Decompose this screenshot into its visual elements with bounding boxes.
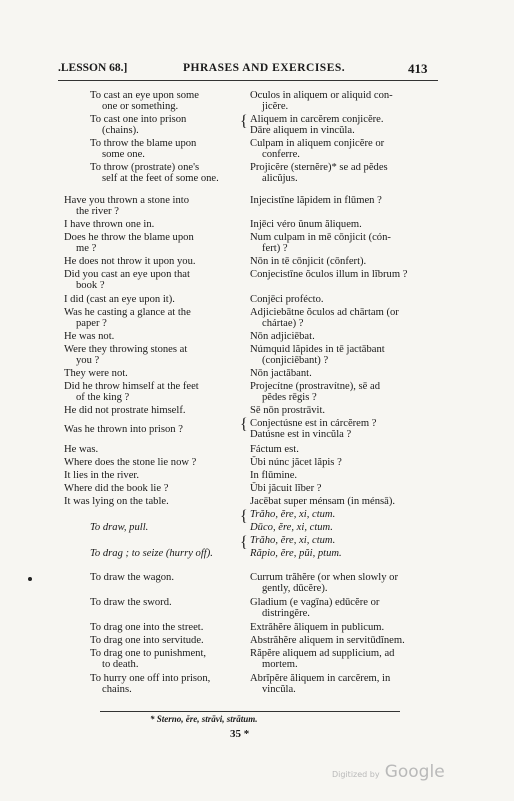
watermark — [332, 762, 445, 782]
latin-translation: fert) ? — [262, 243, 288, 254]
english-phrase: some one. — [102, 149, 145, 160]
latin-translation: jicĕre. — [262, 101, 289, 112]
english-phrase: He was not. — [64, 331, 115, 342]
english-phrase: Did he throw himself at the feet — [64, 381, 199, 392]
footnote: * Sterno, ĕre, strāvi, strātum. — [150, 714, 258, 724]
latin-translation: Conjectúsne est in cárcĕrem ? — [250, 418, 377, 429]
latin-translation: Projicĕre (sternĕre)* se ad pĕdes — [250, 162, 388, 173]
latin-translation: Currum trăhĕre (or when slowly or — [250, 572, 398, 583]
english-phrase: chains. — [102, 684, 132, 695]
margin-mark — [28, 577, 32, 581]
latin-translation: Dūco, ĕre, xi, ctum. — [250, 522, 333, 533]
english-phrase: Where does the stone lie now ? — [64, 457, 197, 468]
english-phrase: Were they throwing stones at — [64, 344, 188, 355]
english-phrase: Did you cast an eye upon that — [64, 269, 190, 280]
latin-translation: Injecistīne lăpidem in flūmen ? — [250, 195, 382, 206]
english-phrase: He was. — [64, 444, 99, 455]
english-phrase: To throw the blame upon — [90, 138, 197, 149]
english-phrase: me ? — [76, 243, 97, 254]
latin-translation: pĕdes rēgis ? — [262, 392, 317, 403]
latin-translation: Datúsne est in vincŭla ? — [250, 429, 352, 440]
english-phrase: of the king ? — [76, 392, 130, 403]
latin-translation: Adjiciebātne ŏculos ad chārtam (or — [250, 307, 399, 318]
latin-translation: Injēci véro ŭnum ăliquem. — [250, 219, 362, 230]
english-phrase: the river ? — [76, 206, 119, 217]
latin-translation: vincŭla. — [262, 684, 296, 695]
latin-translation: Oculos in aliquem or aliquid con- — [250, 90, 393, 101]
english-phrase: Where did the book lie ? — [64, 483, 169, 494]
brace-glyph: { — [240, 416, 248, 433]
latin-translation: Númquid lăpides in tē jactābant — [250, 344, 385, 355]
latin-translation: mortem. — [262, 659, 298, 670]
latin-translation: (conjiciēbant) ? — [262, 355, 329, 366]
english-phrase: To hurry one off into prison, — [90, 673, 211, 684]
latin-translation: Aliquem in carcĕrem conjicĕre. — [250, 114, 384, 125]
english-phrase: self at the feet of some one. — [102, 173, 219, 184]
latin-translation: Ŭbi jăcuit lĭber ? — [250, 483, 322, 494]
latin-translation: Ŭbi núnc jăcet lăpis ? — [250, 457, 342, 468]
latin-translation: Num culpam in mē cōnjicit (cón- — [250, 232, 391, 243]
english-phrase: I did (cast an eye upon it). — [64, 294, 175, 305]
latin-translation: gently, dūcĕre). — [262, 583, 328, 594]
english-phrase: one or something. — [102, 101, 179, 112]
english-phrase: paper ? — [76, 318, 107, 329]
latin-translation: Dāre aliquem in vincŭla. — [250, 125, 355, 136]
latin-translation: distringĕre. — [262, 608, 310, 619]
english-phrase: To cast one into prison — [90, 114, 187, 125]
latin-translation: Răpio, ĕre, pŭi, ptum. — [250, 548, 342, 559]
english-phrase: To cast an eye upon some — [90, 90, 199, 101]
latin-translation: Gladium (e vagīna) edūcĕre or — [250, 597, 380, 608]
english-phrase: To drag one into the street. — [90, 622, 204, 633]
latin-translation: Jacēbat super ménsam (in ménsā). — [250, 496, 396, 507]
footnote-rule — [100, 711, 400, 712]
english-phrase: To drag ; to seize (hurry off). — [90, 548, 213, 559]
brace-glyph: { — [240, 508, 248, 525]
latin-translation: Fáctum est. — [250, 444, 299, 455]
lesson-label: .LESSON 68.] — [58, 62, 128, 74]
english-phrase: It lies in the river. — [64, 470, 140, 481]
english-phrase: They were not. — [64, 368, 128, 379]
latin-translation: Conjecistīne ŏculos illum in lĭbrum ? — [250, 269, 408, 280]
latin-translation: Răpĕre aliquem ad supplicium, ad — [250, 648, 395, 659]
signature-mark: 35 * — [230, 728, 250, 740]
latin-translation: Projecítne (prostravítne), sē ad — [250, 381, 381, 392]
page-number: 413 — [408, 61, 428, 76]
running-header — [58, 62, 438, 78]
latin-translation: Extrăhĕre ăliquem in publicum. — [250, 622, 385, 633]
english-phrase: to death. — [102, 659, 139, 670]
latin-translation: Abstrăhĕre aliquem in servitūdĭnem. — [250, 635, 405, 646]
english-phrase: To draw, pull. — [90, 522, 149, 533]
english-phrase: Does he throw the blame upon — [64, 232, 194, 243]
latin-translation: conferre. — [262, 149, 300, 160]
brace-glyph: { — [240, 534, 248, 551]
latin-translation: In flūmine. — [250, 470, 298, 481]
english-phrase: It was lying on the table. — [64, 496, 169, 507]
latin-translation: Trăho, ĕre, xi, ctum. — [250, 535, 336, 546]
english-phrase: you ? — [76, 355, 100, 366]
english-phrase: He did not prostrate himself. — [64, 405, 186, 416]
english-phrase: To drag one to punishment, — [90, 648, 207, 659]
english-phrase: Have you thrown a stone into — [64, 195, 190, 206]
latin-translation: chártae) ? — [262, 318, 304, 329]
header-rule — [58, 80, 438, 81]
latin-translation: Trăho, ĕre, xi, ctum. — [250, 509, 336, 520]
latin-translation: Nōn jactābant. — [250, 368, 312, 379]
latin-translation: alicŭjus. — [262, 173, 298, 184]
latin-translation: Nōn in tē cōnjicit (cōnfert). — [250, 256, 367, 267]
english-phrase: To draw the sword. — [90, 597, 172, 608]
brace-glyph: { — [240, 113, 248, 130]
latin-translation: Conjēci profécto. — [250, 294, 324, 305]
english-phrase: I have thrown one in. — [64, 219, 155, 230]
english-phrase: (chains). — [102, 125, 139, 136]
latin-translation: Culpam in aliquem conjicĕre or — [250, 138, 385, 149]
google-logo: Google — [384, 762, 445, 782]
english-phrase: To drag one into servitude. — [90, 635, 204, 646]
section-title: PHRASES AND EXERCISES. — [183, 62, 346, 74]
latin-translation: Abrĭpĕre ăliquem in carcĕrem, in — [250, 673, 391, 684]
english-phrase: To throw (prostrate) one's — [90, 162, 200, 173]
watermark-prefix: Digitized by — [332, 770, 380, 779]
english-phrase: Was he casting a glance at the — [64, 307, 191, 318]
english-phrase: He does not throw it upon you. — [64, 256, 196, 267]
latin-translation: Sē nōn prostrāvit. — [250, 405, 326, 416]
english-phrase: To draw the wagon. — [90, 572, 174, 583]
english-phrase: book ? — [76, 280, 105, 291]
latin-translation: Nōn adjiciēbat. — [250, 331, 315, 342]
english-phrase: Was he thrown into prison ? — [64, 424, 183, 435]
